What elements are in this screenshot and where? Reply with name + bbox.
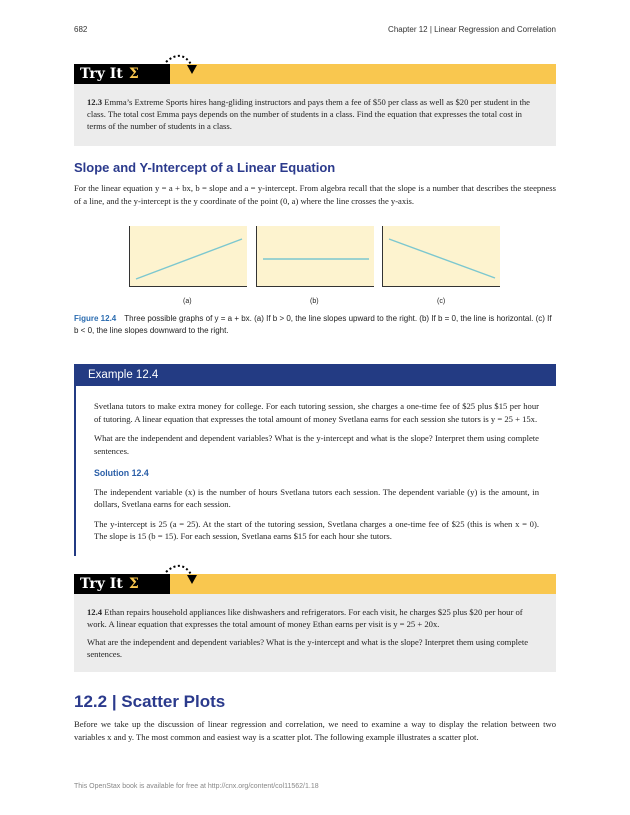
try-it-banner [74,64,556,84]
try-it-box [74,84,556,146]
graph-label-c: (c) [437,298,446,305]
section-intro: For the linear equation y = a + bx, b = slope and a = y-intercept. From algebra recall that the slope is a number that describes the steepness of a line, and the y-intercept is the y coordinate of the point (0, a) where the line crosses the y-axis. [74,183,556,206]
graph-label-b: (b) [310,298,319,305]
solution-paragraph-1: The independent variable (x) is the number of hours Svetlana tutors each session. The dependent variable (y) is the amount, in dollars, Svetlana earns for each session. [94,486,539,509]
graph-c [382,226,500,287]
try-it-banner-2 [74,574,556,594]
graph-label-a: (a) [183,298,192,305]
sigma-icon: Σ [128,576,139,592]
try-it-label-2: Try It [80,576,123,592]
section-number: 12.2 [74,692,108,711]
dotted-arrow-icon [164,562,200,590]
section-separator: | [107,692,122,711]
running-header: Chapter 12 | Linear Regression and Correlation [388,25,556,34]
dotted-arrow-icon [164,52,200,80]
exercise-text-2: Ethan repairs household appliances like dishwashers and refrigerators. For each visit, he charges $25 plus $20 per hour of work. A linear equation that expresses the total amount of money Ethan earns per visit is y = 25 + 20x. [87,607,523,629]
exercise-number-2: 12.4 [87,607,103,617]
exercise-question-2: What are the independent and dependent variables? What is the y-intercept and what is the slope? Interpret them using complete sentences. [87,637,529,659]
section-heading-scatter [74,692,225,712]
solution-title: Solution 12.4 [94,468,149,478]
sigma-icon: Σ [128,66,139,82]
graph-a [129,226,247,287]
page-number: 682 [74,25,88,34]
section-title: Slope and Y-Intercept of a Linear Equation [74,160,336,175]
line-negative-slope [383,226,500,286]
exercise-number: 12.3 [87,97,103,107]
figure-caption [74,313,556,336]
line-positive-slope [130,226,247,286]
example-body [94,400,539,550]
example-problem: Svetlana tutors to make extra money for college. For each tutoring session, she charges a one-time fee of $25 plus $15 per hour of tutoring. A linear equation that expresses the total amount of money Svetlana earns for each session she tutors is y = 25 + 15x. [94,401,539,424]
figure-number: Figure 12.4 [74,314,117,323]
graph-b [256,226,374,287]
exercise-text: Emma’s Extreme Sports hires hang-gliding instructors and pays them a fee of $50 per class as well as $20 per student in the class. The total cost Emma pays depends on the number of students in a class. Find the equation that expresses the total cost in terms of the number of students in a class. [87,97,530,131]
solution-paragraph-2: The y-intercept is 25 (a = 25). At the start of the tutoring session, Svetlana charges a one-time fee of $25 (this is when x = 0). The slope is 15 (b = 15). For each session, Svetlana earns $15 for each hour she tutors. [94,518,539,541]
footer-note: This OpenStax book is available for free at http://cnx.org/content/col11562/1.18 [74,783,319,790]
try-it-label: Try It [80,66,123,82]
scatter-intro: Before we take up the discussion of linear regression and correlation, we need to examine a way to display the relation between two variables x and y. The most common and easiest way is a scatter plot. The following example illustrates a scatter plot. [74,719,556,742]
line-zero-slope [257,226,374,286]
example-title: Example 12.4 [74,364,556,386]
example-question: What are the independent and dependent variables? What is the y-intercept and what is the slope? Interpret them using complete sentences. [94,433,539,456]
figure-caption-text: Three possible graphs of y = a + bx. (a) If b > 0, the line slopes upward to the right. (b) If b = 0, the line is horizontal. (c) If b < 0, the line slopes downward to the right. [74,314,552,335]
try-it-box-2 [74,594,556,672]
section-heading-text: Scatter Plots [121,692,226,711]
example-rule [74,386,76,556]
